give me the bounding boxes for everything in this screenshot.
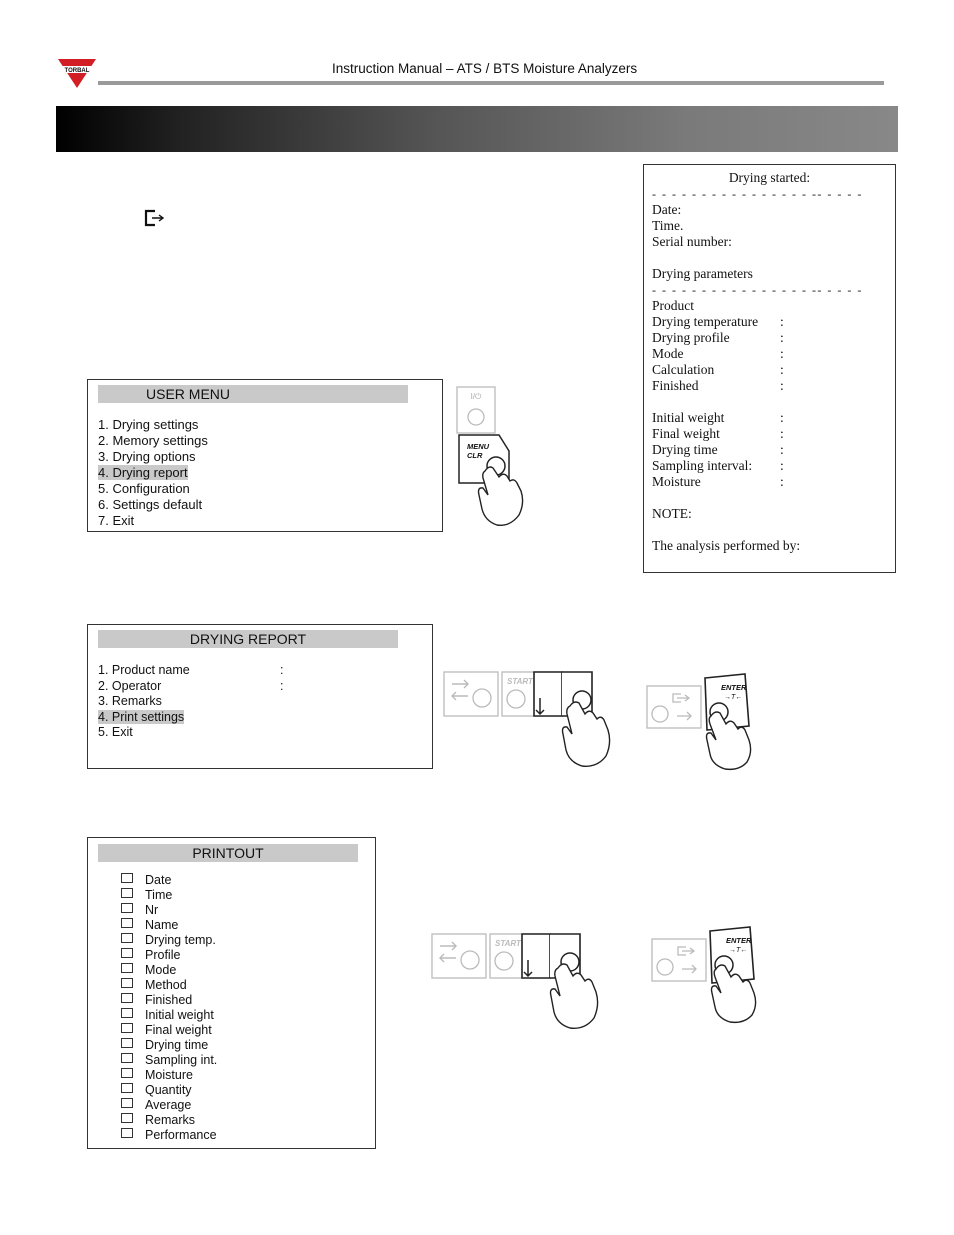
drying-report-item-operator[interactable]: 2. Operator :	[98, 678, 284, 693]
pressing-hand-icon	[479, 467, 523, 525]
printout-option-sampling-int[interactable]: Sampling int.	[121, 1053, 217, 1068]
report-result-row: Moisture :	[652, 474, 784, 489]
printout-option-final-weight[interactable]: Final weight	[121, 1023, 217, 1038]
report-result-row: Sampling interval: :	[652, 458, 784, 473]
printout-option-drying-temp[interactable]: Drying temp.	[121, 933, 217, 948]
printout-option-average[interactable]: Average	[121, 1098, 217, 1113]
power-key-label: I/⏻	[470, 392, 482, 401]
tare-key-label: →T←	[724, 694, 743, 701]
drying-report-item-exit[interactable]: 5. Exit	[98, 725, 133, 739]
checkbox[interactable]	[121, 1053, 133, 1063]
checkbox[interactable]	[121, 888, 133, 898]
enter-key-illustration	[645, 672, 757, 772]
user-menu-item-exit[interactable]: 7. Exit	[98, 513, 135, 528]
printout-option-mode[interactable]: Mode	[121, 963, 217, 978]
report-param-row: Calculation :	[652, 362, 784, 377]
printout-option-finished[interactable]: Finished	[121, 993, 217, 1008]
user-menu-item-drying-settings[interactable]: 1. Drying settings	[98, 417, 199, 432]
checkbox[interactable]	[121, 993, 133, 1003]
report-result-row: Drying time :	[652, 442, 784, 457]
exit-arrow-icon	[143, 209, 165, 227]
printout-panel	[87, 837, 376, 1149]
report-serial: Serial number:	[652, 234, 732, 249]
printout-option-drying-time[interactable]: Drying time	[121, 1038, 217, 1053]
stop-key	[534, 672, 562, 716]
start-stop-key-illustration	[430, 932, 606, 1032]
menu-key-label: MENU	[467, 442, 490, 451]
printout-option-quantity[interactable]: Quantity	[121, 1083, 217, 1098]
tare-key-label: →T←	[729, 947, 748, 954]
report-result-row: Initial weight :	[652, 410, 784, 425]
user-menu-item-settings-default[interactable]: 6. Settings default	[98, 497, 203, 512]
checkbox[interactable]	[121, 1083, 133, 1093]
printout-option-remarks[interactable]: Remarks	[121, 1113, 217, 1128]
user-menu-item-drying-options[interactable]: 3. Drying options	[98, 449, 196, 464]
printout-title: PRINTOUT	[98, 844, 358, 862]
drying-report-menu-panel	[87, 624, 433, 769]
checkbox[interactable]	[121, 963, 133, 973]
printout-option-nr[interactable]: Nr	[121, 903, 217, 918]
report-param-row: Mode :	[652, 346, 784, 361]
user-menu-item-memory-settings[interactable]: 2. Memory settings	[98, 433, 208, 448]
printout-option-name[interactable]: Name	[121, 918, 217, 933]
report-performed-by: The analysis performed by:	[652, 538, 801, 553]
checkbox[interactable]	[121, 1098, 133, 1108]
enter-key-label: ENTER	[721, 683, 747, 692]
user-menu-panel	[87, 379, 443, 532]
drying-report-item-product-name[interactable]: 1. Product name :	[98, 663, 284, 677]
clr-key-label: CLR	[467, 451, 483, 460]
report-result-row: Final weight :	[652, 426, 784, 441]
checkbox[interactable]	[121, 1068, 133, 1078]
user-menu-title: USER MENU	[98, 385, 408, 403]
user-menu-item-drying-report[interactable]: 4. Drying report	[98, 465, 188, 480]
printout-options-list	[121, 873, 217, 1143]
report-param-row: Drying temperature :	[652, 314, 784, 329]
drying-report-item-remarks[interactable]: 3. Remarks	[98, 694, 162, 708]
checkbox[interactable]	[121, 903, 133, 913]
checkbox[interactable]	[121, 978, 133, 988]
printout-option-method[interactable]: Method	[121, 978, 217, 993]
report-separator-1: - - - - - - - - - - - - - - - - -- - - - -	[652, 187, 863, 201]
report-separator-2: - - - - - - - - - - - - - - - - -- - - - -	[652, 283, 863, 297]
report-param-row: Product	[652, 298, 694, 313]
header-rule	[98, 81, 884, 85]
report-date: Date:	[652, 202, 682, 217]
user-menu-item-configuration[interactable]: 5. Configuration	[98, 481, 190, 496]
printout-option-moisture[interactable]: Moisture	[121, 1068, 217, 1083]
report-time: Time.	[652, 218, 684, 233]
stop-key	[522, 934, 550, 978]
report-param-row: Drying profile :	[652, 330, 784, 345]
torbal-logo	[56, 57, 98, 89]
menu-clr-key-illustration	[455, 385, 527, 530]
printout-option-profile[interactable]: Profile	[121, 948, 217, 963]
checkbox[interactable]	[121, 1023, 133, 1033]
checkbox[interactable]	[121, 933, 133, 943]
enter-key-illustration	[650, 925, 762, 1025]
drying-report-menu-list	[98, 662, 284, 740]
checkbox[interactable]	[121, 873, 133, 883]
report-param-row: Finished :	[652, 378, 784, 393]
start-key-label: START	[495, 939, 521, 948]
report-note: NOTE:	[652, 506, 692, 521]
start-stop-key-illustration	[442, 670, 618, 770]
page-header-title: Instruction Manual – ATS / BTS Moisture Analyzers	[332, 61, 638, 76]
checkbox[interactable]	[121, 918, 133, 928]
report-title: Drying started:	[728, 170, 811, 185]
section-title-band	[56, 106, 898, 152]
checkbox[interactable]	[121, 1113, 133, 1123]
printout-option-time[interactable]: Time	[121, 888, 217, 903]
checkbox[interactable]	[121, 1128, 133, 1138]
logo-text: TORBAL	[64, 68, 90, 74]
drying-report-item-print-settings[interactable]: 4. Print settings	[98, 709, 185, 724]
printout-option-initial-weight[interactable]: Initial weight	[121, 1008, 217, 1023]
user-menu-list	[98, 417, 208, 529]
drying-report-menu-title: DRYING REPORT	[98, 630, 398, 648]
checkbox[interactable]	[121, 1038, 133, 1048]
printout-option-date[interactable]: Date	[121, 873, 217, 888]
checkbox[interactable]	[121, 948, 133, 958]
drying-report-printout-sample	[643, 164, 896, 573]
report-params-title: Drying parameters	[652, 266, 753, 281]
printout-option-performance[interactable]: Performance	[121, 1128, 217, 1143]
enter-key-label: ENTER	[726, 936, 752, 945]
start-key-label: START	[507, 677, 533, 686]
checkbox[interactable]	[121, 1008, 133, 1018]
